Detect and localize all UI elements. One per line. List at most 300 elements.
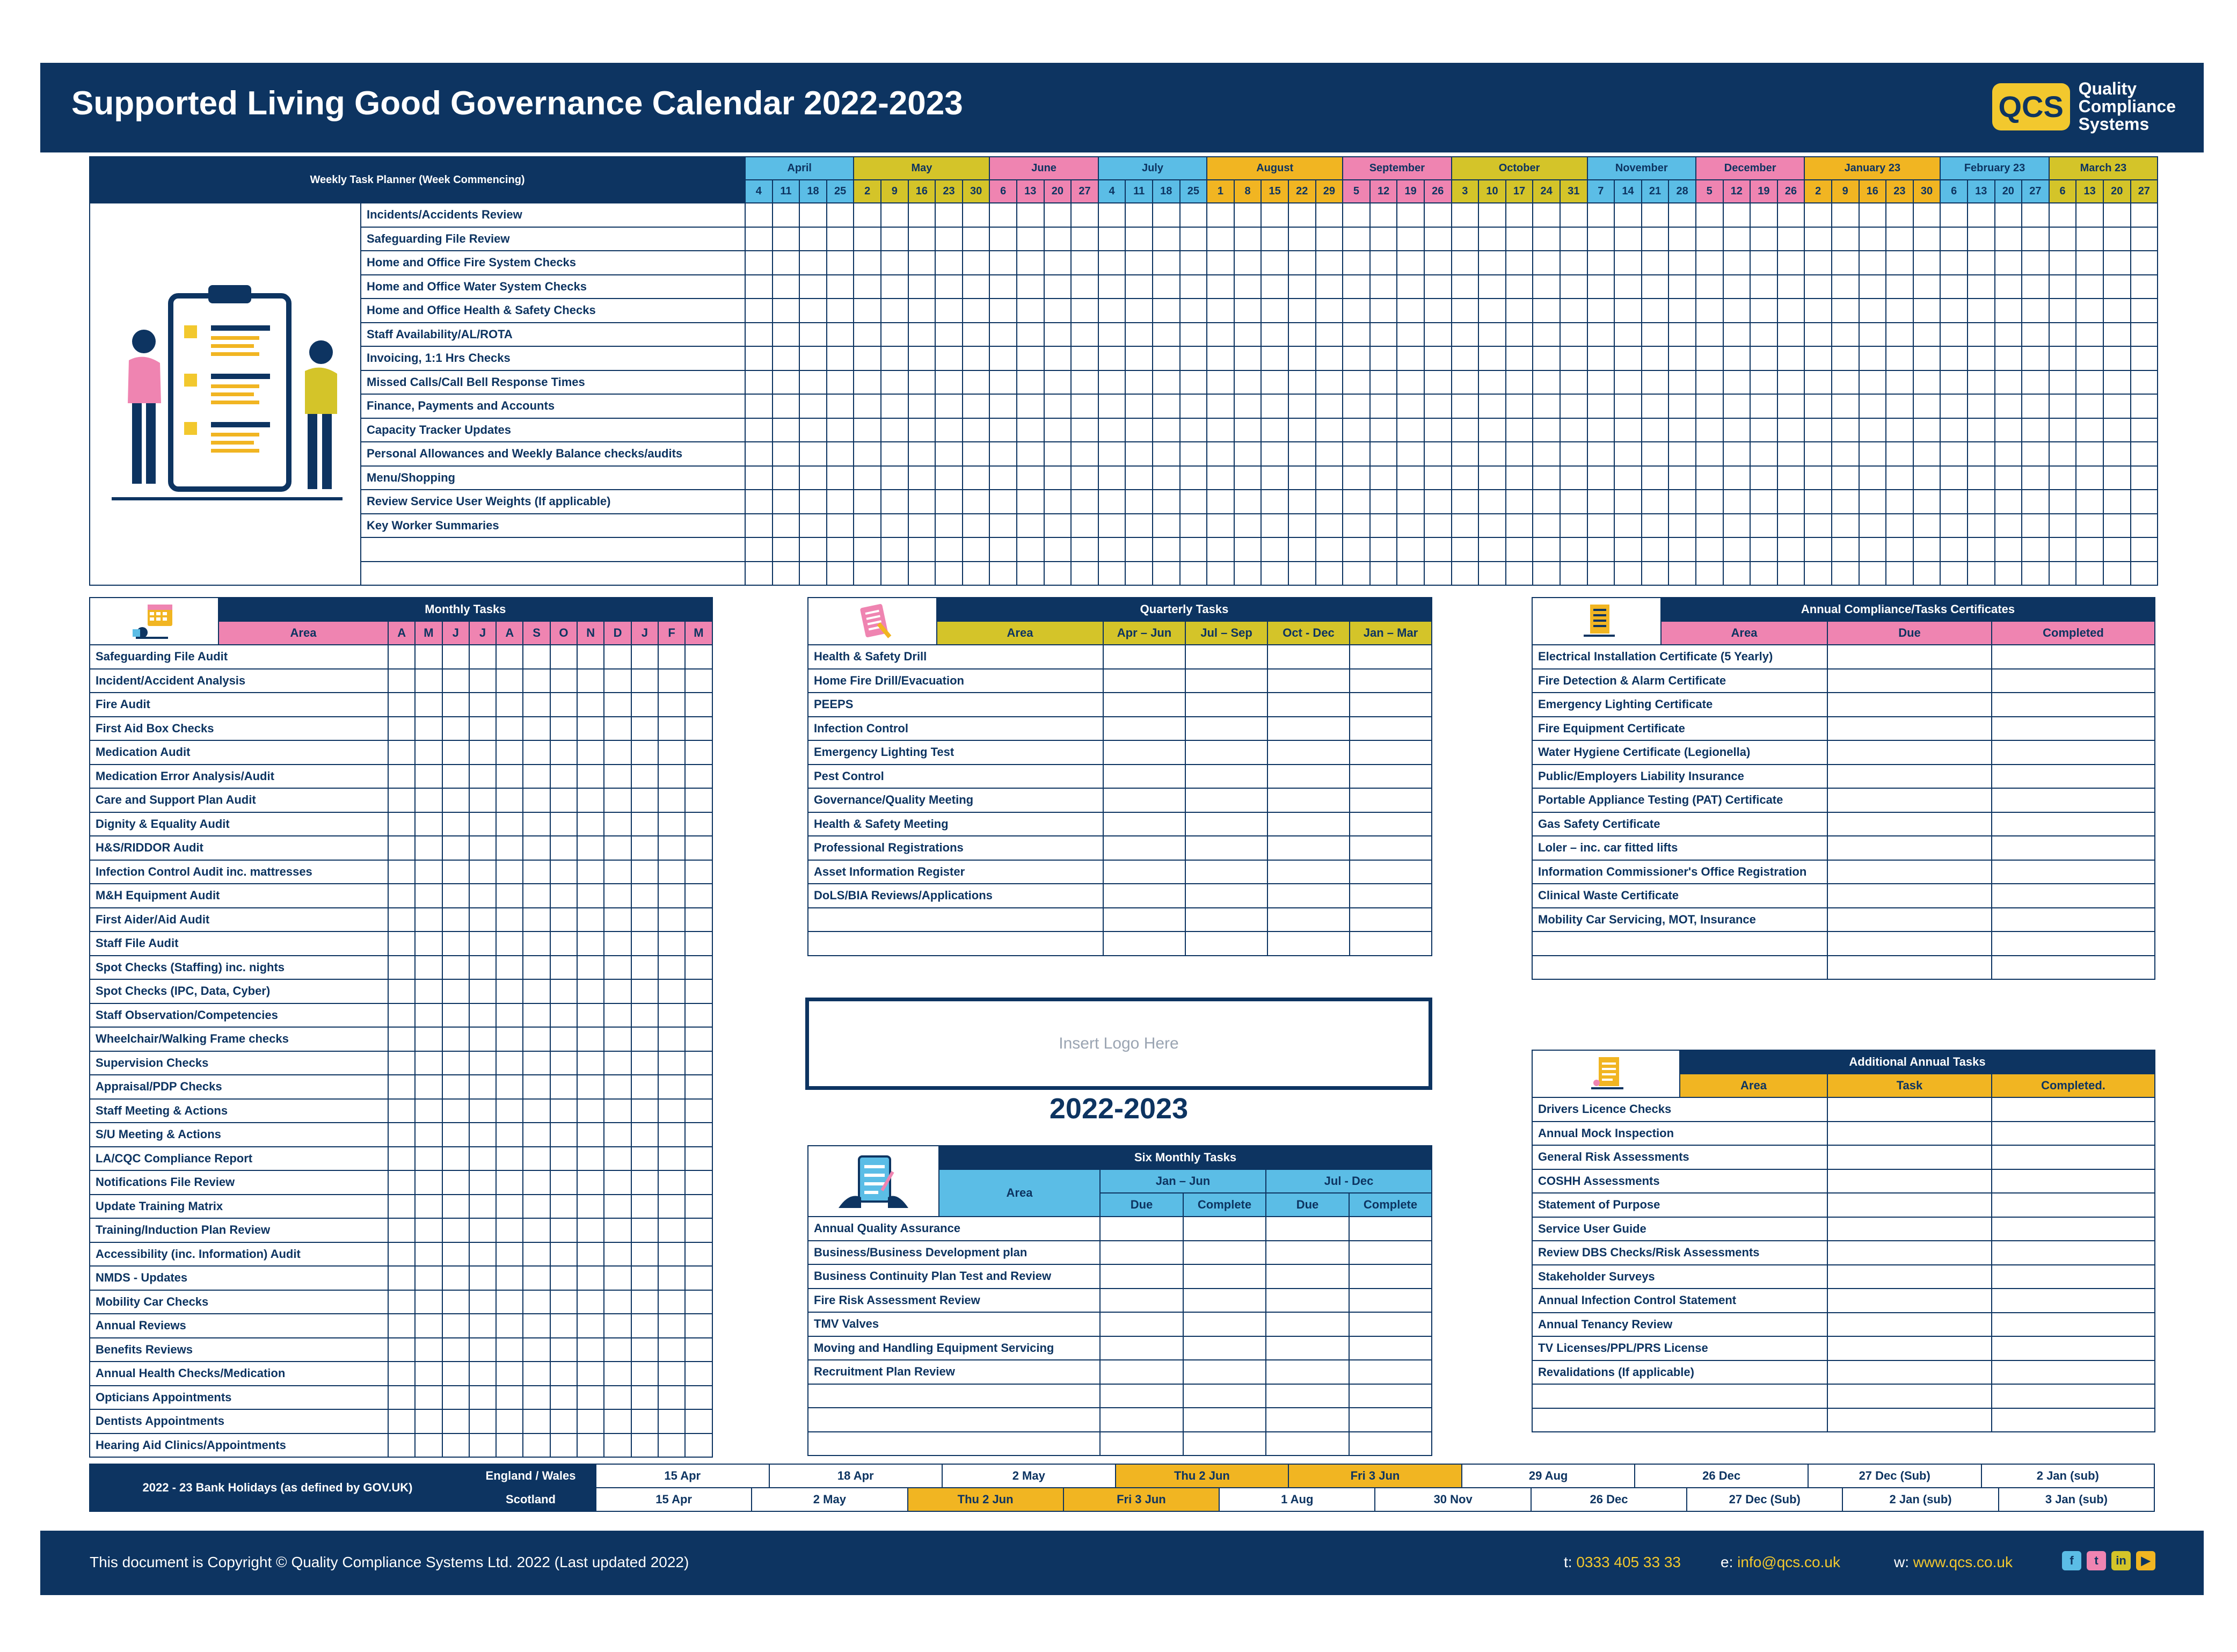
monthly-check-cell[interactable]: [685, 1266, 712, 1290]
weekly-check-cell[interactable]: [1750, 275, 1777, 299]
monthly-check-cell[interactable]: [415, 931, 442, 956]
weekly-check-cell[interactable]: [2049, 299, 2076, 323]
weekly-check-cell[interactable]: [1642, 203, 1669, 227]
completed-cell[interactable]: [1992, 1122, 2155, 1146]
weekly-check-cell[interactable]: [1533, 299, 1560, 323]
weekly-check-cell[interactable]: [908, 490, 936, 514]
weekly-check-cell[interactable]: [1153, 466, 1180, 490]
weekly-check-cell[interactable]: [1288, 562, 1316, 586]
weekly-check-cell[interactable]: [2022, 466, 2049, 490]
weekly-check-cell[interactable]: [1071, 490, 1098, 514]
monthly-check-cell[interactable]: [604, 908, 631, 932]
weekly-check-cell[interactable]: [2076, 227, 2103, 251]
monthly-check-cell[interactable]: [496, 1170, 523, 1195]
weekly-check-cell[interactable]: [1316, 227, 1343, 251]
weekly-check-cell[interactable]: [1587, 514, 1615, 538]
weekly-check-cell[interactable]: [963, 466, 990, 490]
weekly-check-cell[interactable]: [1261, 299, 1288, 323]
weekly-check-cell[interactable]: [1506, 466, 1533, 490]
weekly-check-cell[interactable]: [1424, 466, 1452, 490]
weekly-check-cell[interactable]: [2049, 227, 2076, 251]
weekly-check-cell[interactable]: [1370, 203, 1397, 227]
completed-cell[interactable]: [1992, 956, 2155, 980]
monthly-check-cell[interactable]: [685, 1314, 712, 1338]
monthly-check-cell[interactable]: [442, 1051, 469, 1075]
monthly-check-cell[interactable]: [631, 1195, 658, 1219]
monthly-check-cell[interactable]: [685, 1290, 712, 1314]
weekly-check-cell[interactable]: [1804, 251, 1832, 275]
monthly-check-cell[interactable]: [577, 1362, 604, 1386]
weekly-check-cell[interactable]: [1832, 370, 1859, 395]
completed-cell[interactable]: [1992, 740, 2155, 765]
weekly-check-cell[interactable]: [1614, 394, 1642, 418]
monthly-check-cell[interactable]: [577, 717, 604, 741]
weekly-check-cell[interactable]: [799, 442, 827, 466]
weekly-check-cell[interactable]: [1940, 203, 1968, 227]
monthly-check-cell[interactable]: [415, 1099, 442, 1123]
weekly-check-cell[interactable]: [1995, 370, 2022, 395]
monthly-check-cell[interactable]: [523, 1099, 550, 1123]
monthly-check-cell[interactable]: [415, 1003, 442, 1028]
weekly-check-cell[interactable]: [1668, 490, 1696, 514]
weekly-check-cell[interactable]: [1859, 275, 1886, 299]
weekly-check-cell[interactable]: [799, 562, 827, 586]
weekly-check-cell[interactable]: [1859, 203, 1886, 227]
weekly-check-cell[interactable]: [1207, 323, 1234, 347]
weekly-check-cell[interactable]: [1506, 323, 1533, 347]
weekly-check-cell[interactable]: [854, 227, 881, 251]
weekly-check-cell[interactable]: [827, 442, 854, 466]
monthly-check-cell[interactable]: [550, 1386, 577, 1410]
monthly-check-cell[interactable]: [442, 1433, 469, 1458]
weekly-check-cell[interactable]: [2076, 442, 2103, 466]
weekly-check-cell[interactable]: [1587, 466, 1615, 490]
monthly-check-cell[interactable]: [469, 1123, 496, 1147]
weekly-check-cell[interactable]: [1533, 418, 1560, 442]
weekly-check-cell[interactable]: [1642, 323, 1669, 347]
weekly-check-cell[interactable]: [1940, 562, 1968, 586]
monthly-check-cell[interactable]: [388, 1027, 415, 1051]
quarterly-check-cell[interactable]: [1103, 788, 1185, 812]
weekly-check-cell[interactable]: [854, 490, 881, 514]
monthly-check-cell[interactable]: [523, 1433, 550, 1458]
task-cell[interactable]: [1827, 1289, 1992, 1313]
due-cell[interactable]: [1827, 836, 1992, 860]
weekly-check-cell[interactable]: [881, 370, 908, 395]
weekly-check-cell[interactable]: [799, 346, 827, 370]
six-monthly-check-cell[interactable]: [1349, 1264, 1432, 1289]
weekly-check-cell[interactable]: [1886, 346, 1913, 370]
weekly-check-cell[interactable]: [1995, 490, 2022, 514]
weekly-check-cell[interactable]: [1424, 562, 1452, 586]
monthly-check-cell[interactable]: [658, 740, 685, 765]
weekly-check-cell[interactable]: [2131, 418, 2158, 442]
monthly-check-cell[interactable]: [631, 788, 658, 812]
monthly-check-cell[interactable]: [388, 1242, 415, 1267]
weekly-check-cell[interactable]: [1044, 299, 1072, 323]
weekly-check-cell[interactable]: [1424, 370, 1452, 395]
weekly-check-cell[interactable]: [1832, 346, 1859, 370]
weekly-check-cell[interactable]: [1587, 203, 1615, 227]
weekly-check-cell[interactable]: [963, 299, 990, 323]
weekly-check-cell[interactable]: [1044, 227, 1072, 251]
weekly-check-cell[interactable]: [1180, 466, 1207, 490]
monthly-check-cell[interactable]: [469, 645, 496, 669]
weekly-check-cell[interactable]: [1478, 370, 1506, 395]
weekly-check-cell[interactable]: [1125, 370, 1153, 395]
weekly-check-cell[interactable]: [1098, 418, 1126, 442]
weekly-check-cell[interactable]: [1832, 394, 1859, 418]
monthly-check-cell[interactable]: [523, 1290, 550, 1314]
weekly-check-cell[interactable]: [799, 490, 827, 514]
monthly-check-cell[interactable]: [523, 860, 550, 884]
due-cell[interactable]: [1827, 717, 1992, 741]
weekly-check-cell[interactable]: [2049, 275, 2076, 299]
monthly-check-cell[interactable]: [685, 1051, 712, 1075]
monthly-check-cell[interactable]: [523, 717, 550, 741]
weekly-check-cell[interactable]: [1723, 227, 1751, 251]
weekly-check-cell[interactable]: [827, 562, 854, 586]
monthly-check-cell[interactable]: [550, 1362, 577, 1386]
weekly-check-cell[interactable]: [1804, 299, 1832, 323]
weekly-check-cell[interactable]: [1587, 299, 1615, 323]
weekly-check-cell[interactable]: [1153, 394, 1180, 418]
monthly-check-cell[interactable]: [442, 693, 469, 717]
weekly-check-cell[interactable]: [1668, 442, 1696, 466]
completed-cell[interactable]: [1992, 860, 2155, 884]
weekly-check-cell[interactable]: [1777, 203, 1805, 227]
weekly-check-cell[interactable]: [1180, 537, 1207, 562]
weekly-check-cell[interactable]: [1234, 490, 1262, 514]
weekly-check-cell[interactable]: [2103, 562, 2131, 586]
weekly-check-cell[interactable]: [1560, 275, 1587, 299]
monthly-check-cell[interactable]: [523, 1170, 550, 1195]
weekly-check-cell[interactable]: [1207, 251, 1234, 275]
weekly-check-cell[interactable]: [2076, 323, 2103, 347]
six-monthly-check-cell[interactable]: [1266, 1360, 1349, 1384]
weekly-check-cell[interactable]: [989, 299, 1017, 323]
monthly-check-cell[interactable]: [496, 956, 523, 980]
weekly-check-cell[interactable]: [2131, 251, 2158, 275]
weekly-check-cell[interactable]: [2131, 227, 2158, 251]
monthly-check-cell[interactable]: [631, 1314, 658, 1338]
weekly-check-cell[interactable]: [908, 227, 936, 251]
monthly-check-cell[interactable]: [415, 860, 442, 884]
weekly-check-cell[interactable]: [1859, 514, 1886, 538]
monthly-check-cell[interactable]: [415, 979, 442, 1003]
weekly-check-cell[interactable]: [935, 251, 963, 275]
monthly-check-cell[interactable]: [415, 1075, 442, 1099]
weekly-check-cell[interactable]: [1288, 514, 1316, 538]
quarterly-check-cell[interactable]: [1267, 788, 1350, 812]
weekly-check-cell[interactable]: [2076, 418, 2103, 442]
weekly-check-cell[interactable]: [1071, 275, 1098, 299]
monthly-check-cell[interactable]: [550, 1433, 577, 1458]
weekly-check-cell[interactable]: [1968, 537, 1995, 562]
weekly-check-cell[interactable]: [1397, 514, 1424, 538]
monthly-check-cell[interactable]: [550, 1218, 577, 1242]
monthly-check-cell[interactable]: [469, 765, 496, 789]
weekly-check-cell[interactable]: [1343, 490, 1370, 514]
weekly-check-cell[interactable]: [1642, 275, 1669, 299]
six-monthly-check-cell[interactable]: [1183, 1408, 1266, 1432]
quarterly-check-cell[interactable]: [1103, 645, 1185, 669]
monthly-check-cell[interactable]: [442, 1338, 469, 1362]
weekly-check-cell[interactable]: [1478, 346, 1506, 370]
weekly-check-cell[interactable]: [1017, 275, 1044, 299]
monthly-check-cell[interactable]: [496, 788, 523, 812]
weekly-check-cell[interactable]: [799, 251, 827, 275]
monthly-check-cell[interactable]: [577, 1147, 604, 1171]
weekly-check-cell[interactable]: [1017, 203, 1044, 227]
six-monthly-check-cell[interactable]: [1183, 1432, 1266, 1456]
weekly-check-cell[interactable]: [1668, 346, 1696, 370]
weekly-check-cell[interactable]: [1696, 323, 1723, 347]
weekly-check-cell[interactable]: [1180, 346, 1207, 370]
monthly-check-cell[interactable]: [469, 836, 496, 860]
weekly-check-cell[interactable]: [1506, 394, 1533, 418]
weekly-check-cell[interactable]: [1560, 227, 1587, 251]
monthly-check-cell[interactable]: [550, 979, 577, 1003]
weekly-check-cell[interactable]: [1614, 251, 1642, 275]
weekly-check-cell[interactable]: [1750, 203, 1777, 227]
monthly-check-cell[interactable]: [658, 1099, 685, 1123]
monthly-check-cell[interactable]: [658, 1362, 685, 1386]
monthly-check-cell[interactable]: [685, 1027, 712, 1051]
six-monthly-check-cell[interactable]: [1183, 1360, 1266, 1384]
monthly-check-cell[interactable]: [523, 740, 550, 765]
weekly-check-cell[interactable]: [1288, 394, 1316, 418]
weekly-check-cell[interactable]: [1452, 323, 1479, 347]
monthly-check-cell[interactable]: [658, 956, 685, 980]
weekly-check-cell[interactable]: [908, 251, 936, 275]
monthly-check-cell[interactable]: [658, 1290, 685, 1314]
insert-logo-placeholder[interactable]: [805, 998, 1432, 1090]
monthly-check-cell[interactable]: [658, 1027, 685, 1051]
monthly-check-cell[interactable]: [550, 836, 577, 860]
weekly-check-cell[interactable]: [1288, 370, 1316, 395]
monthly-check-cell[interactable]: [685, 836, 712, 860]
weekly-check-cell[interactable]: [1370, 275, 1397, 299]
six-monthly-check-cell[interactable]: [1266, 1241, 1349, 1265]
monthly-check-cell[interactable]: [604, 1433, 631, 1458]
monthly-check-cell[interactable]: [469, 1195, 496, 1219]
monthly-check-cell[interactable]: [388, 1433, 415, 1458]
weekly-check-cell[interactable]: [908, 346, 936, 370]
monthly-check-cell[interactable]: [685, 1218, 712, 1242]
monthly-check-cell[interactable]: [658, 1409, 685, 1433]
monthly-check-cell[interactable]: [685, 1409, 712, 1433]
monthly-check-cell[interactable]: [577, 1409, 604, 1433]
weekly-check-cell[interactable]: [1859, 299, 1886, 323]
monthly-check-cell[interactable]: [550, 645, 577, 669]
weekly-check-cell[interactable]: [1071, 370, 1098, 395]
weekly-check-cell[interactable]: [1506, 442, 1533, 466]
monthly-check-cell[interactable]: [523, 1266, 550, 1290]
weekly-check-cell[interactable]: [1995, 562, 2022, 586]
weekly-check-cell[interactable]: [1804, 442, 1832, 466]
monthly-check-cell[interactable]: [685, 1195, 712, 1219]
weekly-check-cell[interactable]: [1071, 514, 1098, 538]
weekly-check-cell[interactable]: [1288, 251, 1316, 275]
quarterly-check-cell[interactable]: [1267, 765, 1350, 789]
monthly-check-cell[interactable]: [388, 1099, 415, 1123]
weekly-check-cell[interactable]: [1723, 394, 1751, 418]
weekly-check-cell[interactable]: [1968, 562, 1995, 586]
email-link[interactable]: info@qcs.co.uk: [1737, 1554, 1840, 1570]
weekly-check-cell[interactable]: [1968, 466, 1995, 490]
weekly-check-cell[interactable]: [1533, 562, 1560, 586]
weekly-check-cell[interactable]: [1506, 370, 1533, 395]
monthly-check-cell[interactable]: [631, 669, 658, 693]
weekly-check-cell[interactable]: [745, 346, 773, 370]
weekly-check-cell[interactable]: [1804, 514, 1832, 538]
quarterly-check-cell[interactable]: [1103, 908, 1185, 932]
weekly-check-cell[interactable]: [1886, 418, 1913, 442]
weekly-check-cell[interactable]: [881, 323, 908, 347]
weekly-check-cell[interactable]: [1180, 394, 1207, 418]
monthly-check-cell[interactable]: [415, 1338, 442, 1362]
weekly-check-cell[interactable]: [1614, 370, 1642, 395]
monthly-check-cell[interactable]: [496, 1386, 523, 1410]
quarterly-check-cell[interactable]: [1103, 931, 1185, 956]
weekly-check-cell[interactable]: [854, 466, 881, 490]
monthly-check-cell[interactable]: [469, 1290, 496, 1314]
monthly-check-cell[interactable]: [550, 1051, 577, 1075]
weekly-check-cell[interactable]: [963, 562, 990, 586]
weekly-check-cell[interactable]: [1668, 299, 1696, 323]
quarterly-check-cell[interactable]: [1103, 884, 1185, 908]
weekly-check-cell[interactable]: [1316, 394, 1343, 418]
monthly-check-cell[interactable]: [577, 1314, 604, 1338]
six-monthly-check-cell[interactable]: [1266, 1289, 1349, 1313]
monthly-check-cell[interactable]: [496, 765, 523, 789]
weekly-check-cell[interactable]: [1452, 394, 1479, 418]
weekly-check-cell[interactable]: [1153, 299, 1180, 323]
weekly-check-cell[interactable]: [1478, 275, 1506, 299]
six-monthly-check-cell[interactable]: [1266, 1312, 1349, 1336]
weekly-check-cell[interactable]: [1207, 203, 1234, 227]
weekly-check-cell[interactable]: [989, 442, 1017, 466]
monthly-check-cell[interactable]: [604, 1147, 631, 1171]
weekly-check-cell[interactable]: [1424, 323, 1452, 347]
weekly-check-cell[interactable]: [773, 323, 800, 347]
weekly-check-cell[interactable]: [1968, 251, 1995, 275]
weekly-check-cell[interactable]: [1071, 442, 1098, 466]
weekly-check-cell[interactable]: [1968, 514, 1995, 538]
monthly-check-cell[interactable]: [550, 1409, 577, 1433]
monthly-check-cell[interactable]: [577, 1218, 604, 1242]
monthly-check-cell[interactable]: [523, 884, 550, 908]
weekly-check-cell[interactable]: [1696, 299, 1723, 323]
monthly-check-cell[interactable]: [469, 1242, 496, 1267]
weekly-check-cell[interactable]: [1478, 442, 1506, 466]
weekly-check-cell[interactable]: [908, 514, 936, 538]
monthly-check-cell[interactable]: [442, 1075, 469, 1099]
weekly-check-cell[interactable]: [1940, 418, 1968, 442]
weekly-check-cell[interactable]: [1750, 299, 1777, 323]
monthly-check-cell[interactable]: [550, 1123, 577, 1147]
weekly-check-cell[interactable]: [773, 562, 800, 586]
monthly-check-cell[interactable]: [523, 1362, 550, 1386]
weekly-check-cell[interactable]: [1397, 562, 1424, 586]
weekly-check-cell[interactable]: [2103, 323, 2131, 347]
monthly-check-cell[interactable]: [496, 1409, 523, 1433]
weekly-check-cell[interactable]: [745, 537, 773, 562]
monthly-check-cell[interactable]: [442, 1123, 469, 1147]
monthly-check-cell[interactable]: [523, 931, 550, 956]
quarterly-check-cell[interactable]: [1350, 908, 1432, 932]
monthly-check-cell[interactable]: [469, 931, 496, 956]
weekly-check-cell[interactable]: [2131, 346, 2158, 370]
monthly-check-cell[interactable]: [388, 788, 415, 812]
monthly-check-cell[interactable]: [415, 812, 442, 836]
weekly-check-cell[interactable]: [773, 203, 800, 227]
monthly-check-cell[interactable]: [550, 1242, 577, 1267]
weekly-check-cell[interactable]: [1886, 394, 1913, 418]
weekly-check-cell[interactable]: [1859, 490, 1886, 514]
weekly-check-cell[interactable]: [1886, 251, 1913, 275]
weekly-check-cell[interactable]: [1207, 442, 1234, 466]
monthly-check-cell[interactable]: [550, 1290, 577, 1314]
monthly-check-cell[interactable]: [577, 1075, 604, 1099]
weekly-check-cell[interactable]: [1017, 562, 1044, 586]
weekly-check-cell[interactable]: [1261, 466, 1288, 490]
weekly-check-cell[interactable]: [1560, 466, 1587, 490]
weekly-check-cell[interactable]: [935, 466, 963, 490]
weekly-check-cell[interactable]: [1886, 490, 1913, 514]
monthly-check-cell[interactable]: [469, 693, 496, 717]
six-monthly-check-cell[interactable]: [1100, 1432, 1183, 1456]
weekly-check-cell[interactable]: [1478, 323, 1506, 347]
weekly-check-cell[interactable]: [2076, 203, 2103, 227]
monthly-check-cell[interactable]: [631, 1051, 658, 1075]
weekly-check-cell[interactable]: [1968, 323, 1995, 347]
weekly-check-cell[interactable]: [2049, 562, 2076, 586]
six-monthly-check-cell[interactable]: [1266, 1217, 1349, 1241]
weekly-check-cell[interactable]: [1207, 370, 1234, 395]
weekly-check-cell[interactable]: [1723, 490, 1751, 514]
weekly-check-cell[interactable]: [2022, 537, 2049, 562]
weekly-check-cell[interactable]: [1913, 466, 1941, 490]
monthly-check-cell[interactable]: [577, 1003, 604, 1028]
weekly-check-cell[interactable]: [1017, 418, 1044, 442]
completed-cell[interactable]: [1992, 836, 2155, 860]
weekly-check-cell[interactable]: [827, 203, 854, 227]
weekly-check-cell[interactable]: [1642, 537, 1669, 562]
weekly-check-cell[interactable]: [1777, 490, 1805, 514]
weekly-check-cell[interactable]: [935, 275, 963, 299]
completed-cell[interactable]: [1992, 645, 2155, 669]
weekly-check-cell[interactable]: [963, 275, 990, 299]
weekly-check-cell[interactable]: [1859, 323, 1886, 347]
weekly-check-cell[interactable]: [1017, 370, 1044, 395]
weekly-check-cell[interactable]: [1777, 442, 1805, 466]
monthly-check-cell[interactable]: [604, 812, 631, 836]
task-cell[interactable]: [1827, 1193, 1992, 1217]
monthly-check-cell[interactable]: [469, 860, 496, 884]
weekly-check-cell[interactable]: [935, 323, 963, 347]
monthly-check-cell[interactable]: [604, 1123, 631, 1147]
monthly-check-cell[interactable]: [685, 1147, 712, 1171]
monthly-check-cell[interactable]: [523, 1075, 550, 1099]
due-cell[interactable]: [1827, 931, 1992, 956]
weekly-check-cell[interactable]: [1940, 275, 1968, 299]
weekly-check-cell[interactable]: [1288, 299, 1316, 323]
weekly-check-cell[interactable]: [773, 418, 800, 442]
weekly-check-cell[interactable]: [2131, 537, 2158, 562]
weekly-check-cell[interactable]: [1886, 275, 1913, 299]
